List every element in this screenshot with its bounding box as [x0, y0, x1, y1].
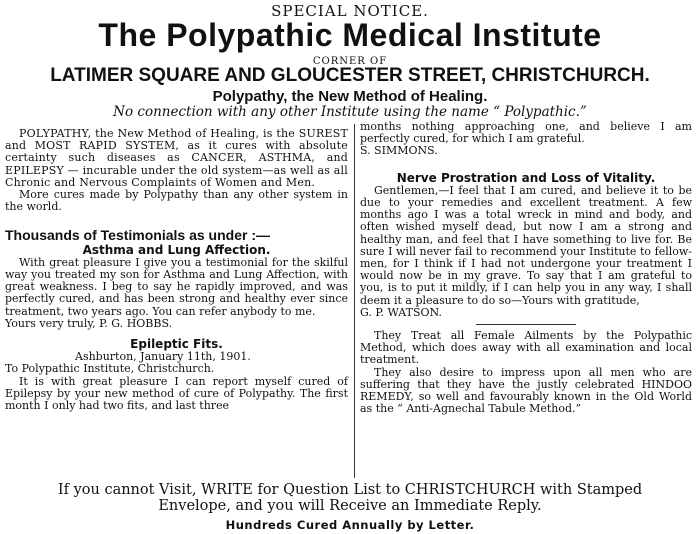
female-ailments-paragraph: They Treat all Female Ailments by the Polypathic Method, which does away with all examination and local treatment. — [360, 329, 692, 367]
nerve-signature: G. P. WATSON. — [360, 305, 442, 319]
right-column — [360, 121, 692, 415]
asthma-signature: Yours very truly, P. G. HOBBS. — [5, 316, 173, 330]
special-notice: SPECIAL NOTICE. — [271, 2, 429, 20]
testimonials-heading: Thousands of Testimonials as under :— — [5, 227, 270, 244]
asthma-heading: Asthma and Lung Affection. — [82, 242, 271, 257]
tagline: Polypathy, the New Method of Healing. — [212, 88, 488, 105]
epileptic-address: To Polypathic Institute, Christchurch. — [5, 362, 215, 376]
intro-paragraph: POLYPATHY, the New Method of Healing, is the SUREST and MOST RAPID SYSTEM, as it cures with absolute certainty such diseases as CANCER, ASTHMA, and EPILEPSY — incurable under the old system—as well as all Chronic and Nervous Complaints of Women and Men. — [5, 127, 348, 189]
intro-paragraph-2: More cures made by Polypathy than any other system in the world. — [5, 188, 348, 214]
nerve-prostration-heading: Nerve Prostration and Loss of Vitality. — [396, 170, 656, 185]
institute-title: The Polypathic Medical Institute — [98, 17, 602, 53]
epileptic-continuation: months nothing approaching one, and believe I am perfectly cured, for which I am grateful. — [360, 120, 692, 146]
epileptic-signature: S. SIMMONS. — [360, 144, 438, 158]
section-rule — [476, 324, 576, 325]
footer-line-1: If you cannot Visit, WRITE for Question List to CHRISTCHURCH with Stamped — [57, 482, 643, 498]
hindoo-remedy-paragraph: They also desire to impress upon all men who are suffering that they have the justly celebrated HINDOO REMEDY, so well and favourably known in the Old World as the “ Anti-Agnechal Tabule Method.” — [360, 365, 692, 416]
footer-line-3: Hundreds Cured Annually by Letter. — [225, 518, 475, 532]
footer-line-2: Envelope, and you will Receive an Immediate Reply. — [158, 498, 542, 514]
left-column — [5, 128, 348, 412]
nerve-testimonial: Gentlemen,—I feel that I am cured, and believe it to be due to your remedies and excellent treatment. A few months ago I was a total wreck in mind and body, and often wished myself dead, but now I am a strong and healthy man, and feel that I have something to live for. Be sure I will never fail to recommend your Institute to fellow-men, for I think if I had not undergone your treatment I would now be in my grave. To say that I am grateful to you, is to put it mildly, if I can help you in any way, I shall deem it a pleasure to do so—Yours with gratitude, — [360, 183, 692, 307]
epileptic-heading: Epileptic Fits. — [130, 337, 223, 352]
no-connection-notice: No connection with any other Institute using the name “ Polypathic.” — [113, 104, 587, 120]
address-line: LATIMER SQUARE AND GLOUCESTER STREET, CHRISTCHURCH. — [50, 65, 650, 86]
column-divider — [354, 124, 355, 478]
asthma-testimonial: With great pleasure I give you a testimonial for the skilful way you treated my son for Asthma and Lung Affection, with great weakness. I beg to say he rapidly improved, and was perfectly cured, and has been strong and healthy ever since treatment, two years ago. You can refer anybody to me. — [5, 255, 348, 318]
epileptic-testimonial: It is with great pleasure I can report myself cured of Epilepsy by your new method of cure of Polypathy. The first month I only had two fits, and last three — [5, 374, 348, 413]
corner-of-label: CORNER OF — [312, 56, 388, 67]
epileptic-date: Ashburton, January 11th, 1901. — [75, 350, 251, 364]
